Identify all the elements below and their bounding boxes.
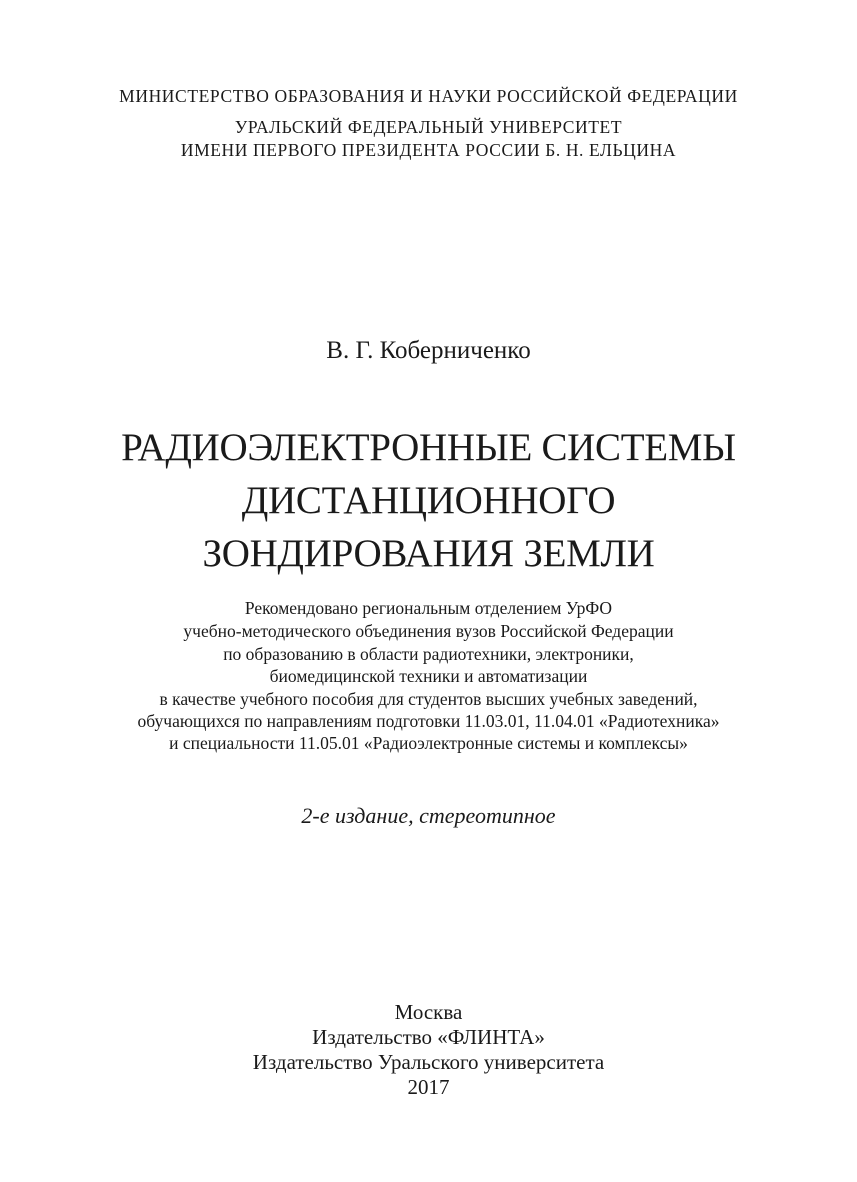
imprint-city: Москва <box>394 1000 463 1024</box>
recommendation-line: обучающихся по направлениям подготовки 11.03.01, 11.04.01 «Радиотехника» <box>137 711 720 731</box>
university-name-line2: ИМЕНИ ПЕРВОГО ПРЕЗИДЕНТА РОССИИ Б. Н. ЕЛЬЦИНА <box>180 140 677 160</box>
ministry-name: МИНИСТЕРСТВО ОБРАЗОВАНИЯ И НАУКИ РОССИЙСКОЙ ФЕДЕРАЦИИ <box>119 86 738 106</box>
imprint-publisher-flinta: Издательство «ФЛИНТА» <box>312 1025 545 1049</box>
recommendation-line: в качестве учебного пособия для студентов высших учебных заведений, <box>159 689 698 709</box>
book-title-line3: ЗОНДИРОВАНИЯ ЗЕМЛИ <box>202 532 655 575</box>
imprint-year: 2017 <box>407 1075 450 1099</box>
book-title-line1: РАДИОЭЛЕКТРОННЫЕ СИСТЕМЫ <box>121 426 736 469</box>
imprint-publisher-ural-university: Издательство Уральского университета <box>252 1050 605 1074</box>
edition-note: 2-е издание, стереотипное <box>301 803 556 828</box>
author-name: В. Г. Коберниченко <box>326 337 531 364</box>
recommendation-line: учебно-методического объединения вузов Российской Федерации <box>183 621 674 641</box>
recommendation-line: биомедицинской техники и автоматизации <box>269 666 588 686</box>
university-name-line1: УРАЛЬСКИЙ ФЕДЕРАЛЬНЫЙ УНИВЕРСИТЕТ <box>234 117 623 137</box>
recommendation-line: и специальности 11.05.01 «Радиоэлектронные системы и комплексы» <box>169 733 688 753</box>
recommendation-line: Рекомендовано региональным отделением УрФО <box>244 598 613 618</box>
recommendation-line: по образованию в области радиотехники, электроники, <box>223 644 634 664</box>
book-title-line2: ДИСТАНЦИОННОГО <box>241 479 616 522</box>
